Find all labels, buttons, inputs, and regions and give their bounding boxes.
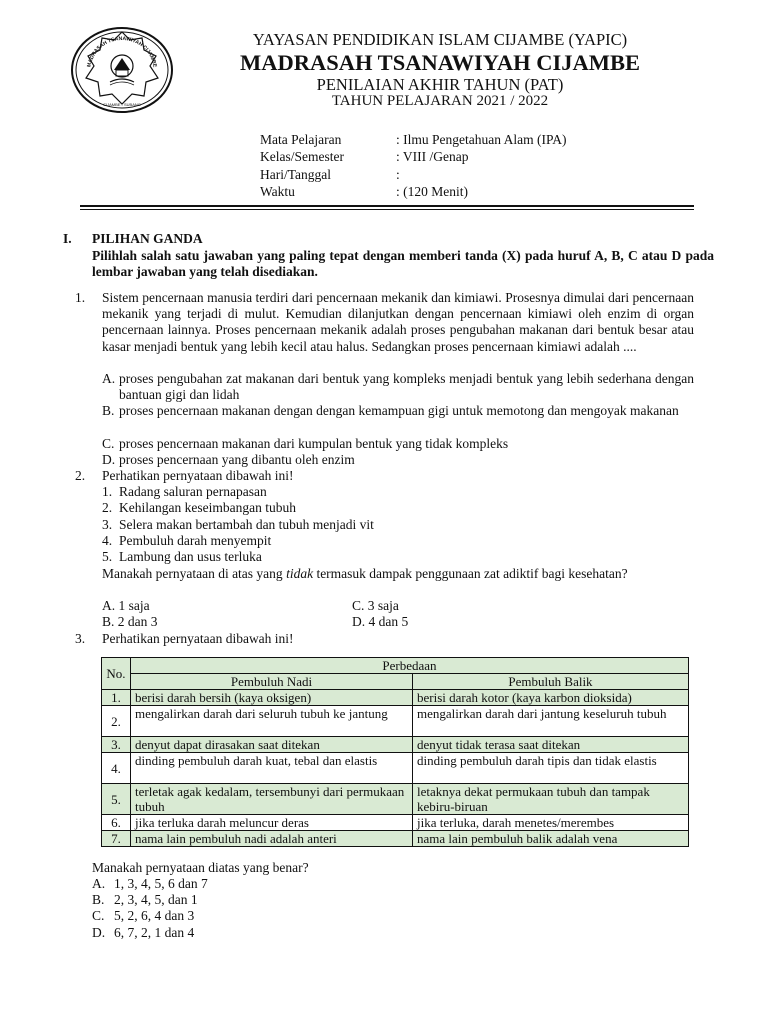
info-value: :: [396, 167, 400, 182]
question-number: 3.: [75, 631, 86, 646]
info-label: Waktu: [260, 184, 295, 199]
comparison-table: [101, 657, 689, 847]
info-date: [260, 167, 680, 183]
option-text: proses pencernaan makanan dari kumpulan bentuk yang tidak kompleks: [119, 436, 509, 451]
cell-nadi: dinding pembuluh darah kuat, tebal dan elastis: [131, 753, 413, 784]
header-divider-thin: [80, 209, 694, 210]
option-letter: B.: [102, 403, 115, 418]
option-text: proses pengubahan zat makanan dari bentuk yang kompleks menjadi bentuk yang lebih sederhana dengan bantuan gigi dan lidah: [119, 371, 694, 403]
section-instruction: Pilihlah salah satu jawaban yang paling tepat dengan memberi tanda (X) pada huruf A, B, C atau D pada lembar jawaban yang telah disediakan.: [92, 248, 714, 280]
cell-nadi: denyut dapat dirasakan saat ditekan: [131, 737, 413, 753]
row-number: 3.: [102, 737, 131, 753]
question-emphasis: tidak: [286, 566, 314, 581]
logo-bottom-text: CIJAMBE - SUBANG: [103, 102, 141, 107]
school-name: MADRASAH TSANAWIYAH CIJAMBE: [239, 50, 641, 75]
info-value: : VIII /Genap: [396, 149, 469, 164]
cell-balik: dinding pembuluh darah tipis dan tidak elastis: [413, 753, 689, 784]
cell-balik: nama lain pembuluh balik adalah vena: [413, 831, 689, 847]
header-divider: [80, 205, 694, 207]
table-row: [102, 753, 689, 784]
info-label: Hari/Tanggal: [260, 167, 332, 182]
statement-number: 1.: [102, 484, 113, 499]
question-number: 1.: [75, 290, 86, 305]
cell-balik: berisi darah kotor (kaya karbon dioksida): [413, 690, 689, 706]
col-header-nadi: Pembuluh Nadi: [131, 674, 413, 690]
exam-title: PENILAIAN AKHIR TAHUN (PAT): [316, 75, 564, 94]
statement-text: Lambung dan usus terluka: [119, 549, 262, 564]
info-label: Mata Pelajaran: [260, 132, 342, 147]
table-row: [102, 815, 689, 831]
row-number: 7.: [102, 831, 131, 847]
option-letter: D.: [92, 925, 106, 940]
table-row: [102, 737, 689, 753]
question-2-intro: Perhatikan pernyataan dibawah ini!: [102, 468, 294, 483]
option-letter: D.: [102, 452, 116, 467]
q2-option-a: A. 1 saja: [102, 598, 150, 613]
info-subject: [260, 132, 680, 148]
table-subheader-row: [102, 674, 689, 690]
option-letter: C.: [102, 436, 115, 451]
statement-number: 3.: [102, 517, 113, 532]
option-letter: A.: [102, 371, 116, 386]
q2-option-c: C. 3 saja: [352, 598, 399, 613]
info-value: : (120 Menit): [396, 184, 468, 199]
table-row: [102, 690, 689, 706]
info-label: Kelas/Semester: [260, 149, 344, 164]
row-number: 5.: [102, 784, 131, 815]
cell-nadi: mengalirkan darah dari seluruh tubuh ke jantung: [131, 706, 413, 737]
cell-balik: denyut tidak terasa saat ditekan: [413, 737, 689, 753]
question-3-intro: Perhatikan pernyataan dibawah ini!: [102, 631, 294, 646]
section-number: I.: [63, 231, 72, 246]
row-number: 4.: [102, 753, 131, 784]
statement-text: Pembuluh darah menyempit: [119, 533, 272, 548]
statement-text: Kehilangan keseimbangan tubuh: [119, 500, 296, 515]
question-text-part: termasuk dampak penggunaan zat adiktif bagi kesehatan?: [313, 566, 628, 581]
option-text: proses pencernaan makanan dengan dengan kemampuan gigi untuk memotong dan mengoyak makanan: [119, 403, 679, 418]
table-header-row: [102, 658, 689, 674]
q2-option-d: D. 4 dan 5: [352, 614, 409, 629]
statement-number: 2.: [102, 500, 113, 515]
info-value: : Ilmu Pengetahuan Alam (IPA): [396, 132, 567, 147]
row-number: 6.: [102, 815, 131, 831]
question-text-part: Manakah pernyataan di atas yang: [102, 566, 287, 581]
info-class: [260, 149, 680, 165]
info-time: [260, 184, 680, 200]
option-text: 2, 3, 4, 5, dan 1: [114, 892, 198, 907]
cell-balik: letaknya dekat permukaan tubuh dan tampak kebiru-biruan: [413, 784, 689, 815]
option-text: 6, 7, 2, 1 dan 4: [114, 925, 195, 940]
option-letter: C.: [92, 908, 105, 923]
q2-option-b: B. 2 dan 3: [102, 614, 158, 629]
logo-ring-text: MADRASAH TSANAWIYAH CIJAMBE: [86, 35, 158, 68]
table-row: [102, 831, 689, 847]
academic-year: TAHUN PELAJARAN 2021 / 2022: [331, 93, 549, 109]
foundation-name: YAYASAN PENDIDIKAN ISLAM CIJAMBE (YAPIC): [252, 30, 628, 49]
option-text: 1, 3, 4, 5, 6 dan 7: [114, 876, 208, 891]
question-number: 2.: [75, 468, 86, 483]
col-header-balik: Pembuluh Balik: [413, 674, 689, 690]
statement-text: Radang saluran pernapasan: [119, 484, 267, 499]
table-row: [102, 706, 689, 737]
group-header: Perbedaan: [131, 658, 689, 674]
option-text: proses pencernaan yang dibantu oleh enzim: [119, 452, 355, 467]
question-1-text: Sistem pencernaan manusia terdiri dari pencernaan mekanik dan kimiawi. Prosesnya dimulai dari pencernaan mekanik yang terjadi di mulut. Kemudian dilanjutkan dengan pencernaan kimiawi oleh enzim di organ pencernaan lainnya. Proses pencernaan mekanik adalah proses pengubahan makanan dari bentuk besar atau kasar menjadi bentuk yang lebih kecil atau halus. Sedangkan proses pencernaan kimiawi adalah ....: [102, 290, 694, 354]
cell-balik: jika terluka, darah menetes/merembes: [413, 815, 689, 831]
school-logo: [70, 26, 174, 114]
statement-number: 5.: [102, 549, 113, 564]
no-header: No.: [102, 658, 131, 690]
section-title: PILIHAN GANDA: [92, 231, 203, 246]
option-letter: B.: [92, 892, 105, 907]
cell-nadi: nama lain pembuluh nadi adalah anteri: [131, 831, 413, 847]
table-row: [102, 784, 689, 815]
question-2-text: [102, 566, 642, 582]
row-number: 2.: [102, 706, 131, 737]
option-text: 5, 2, 6, 4 dan 3: [114, 908, 195, 923]
cell-nadi: terletak agak kedalam, tersembunyi dari permukaan tubuh: [131, 784, 413, 815]
statement-number: 4.: [102, 533, 113, 548]
option-letter: A.: [92, 876, 106, 891]
cell-nadi: berisi darah bersih (kaya oksigen): [131, 690, 413, 706]
row-number: 1.: [102, 690, 131, 706]
cell-balik: mengalirkan darah dari jantung keseluruh tubuh: [413, 706, 689, 737]
statement-text: Selera makan bertambah dan tubuh menjadi vit: [119, 517, 374, 532]
cell-nadi: jika terluka darah meluncur deras: [131, 815, 413, 831]
question-3-text: Manakah pernyataan diatas yang benar?: [92, 860, 309, 875]
